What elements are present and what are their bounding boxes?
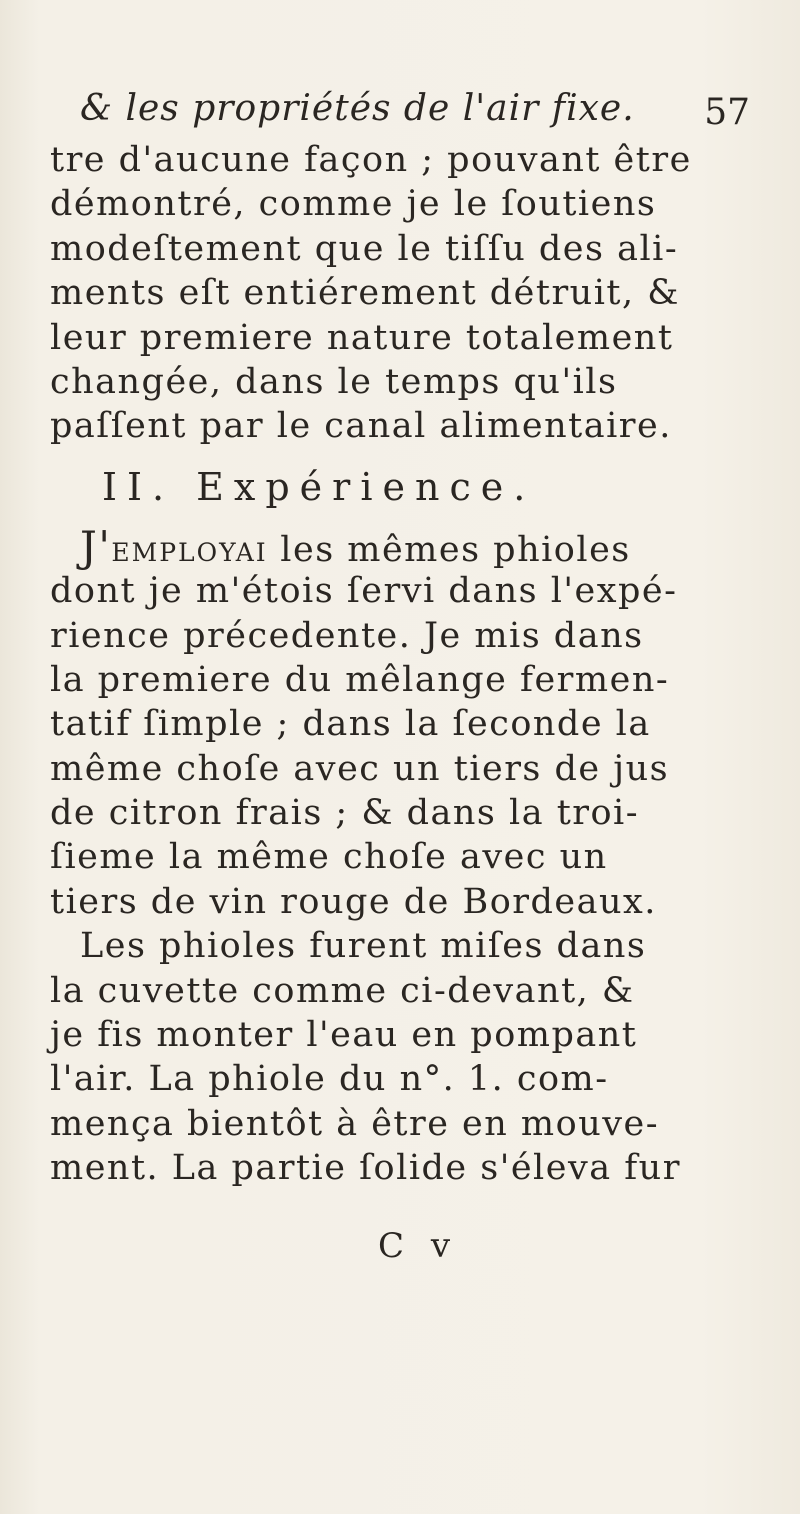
page-number: 57 (704, 92, 750, 133)
text-fragment: les mêmes phioles (267, 529, 631, 570)
small-caps-word: employai (111, 529, 268, 570)
text-line: changée, dans le temps qu'ils (50, 361, 618, 402)
text-line: modeſtement que le tiſſu des ali- (50, 228, 679, 269)
text-line: Les phioles furent miſes dans (80, 926, 647, 967)
text-line: tiers de vin rouge de Bordeaux. (50, 881, 657, 922)
text-line: ment. La partie ſolide s'éleva fur (50, 1148, 681, 1189)
text-line: la premiere du mêlange fermen- (50, 659, 670, 700)
text-line: la cuvette comme ci-devant, & (50, 970, 635, 1011)
text-line: tatif ſimple ; dans la ſeconde la (50, 704, 651, 745)
text-line: dont je m'étois ſervi dans l'expé- (50, 571, 678, 612)
body-text (50, 138, 740, 1191)
signature-mark: C v (378, 1226, 459, 1266)
text-line: rience précedente. Je mis dans (50, 615, 644, 656)
text-line (50, 521, 740, 571)
text-line: de citron frais ; & dans la troi- (50, 793, 640, 834)
text-line: démontré, comme je le ſoutiens (50, 184, 657, 225)
text-line: ſieme la même choſe avec un (50, 837, 608, 878)
text-line: paſſent par le canal alimentaire. (50, 406, 672, 447)
text-line: je fis monter l'eau en pompant (50, 1015, 638, 1056)
drop-cap: J' (80, 521, 112, 571)
text-line: même choſe avec un tiers de jus (50, 748, 670, 789)
text-line: mença bientôt à être en mouve- (50, 1103, 660, 1144)
text-line: l'air. La phiole du n°. 1. com- (50, 1059, 609, 1100)
section-heading: II. Expérience. (102, 464, 536, 509)
text-line: ments eſt entiérement détruit, & (50, 273, 680, 314)
text-line: tre d'aucune façon ; pouvant être (50, 140, 692, 180)
running-header (80, 88, 750, 138)
running-title: & les propriétés de l'air fixe. (80, 88, 635, 129)
text-line: leur premiere nature totalement (50, 317, 674, 358)
